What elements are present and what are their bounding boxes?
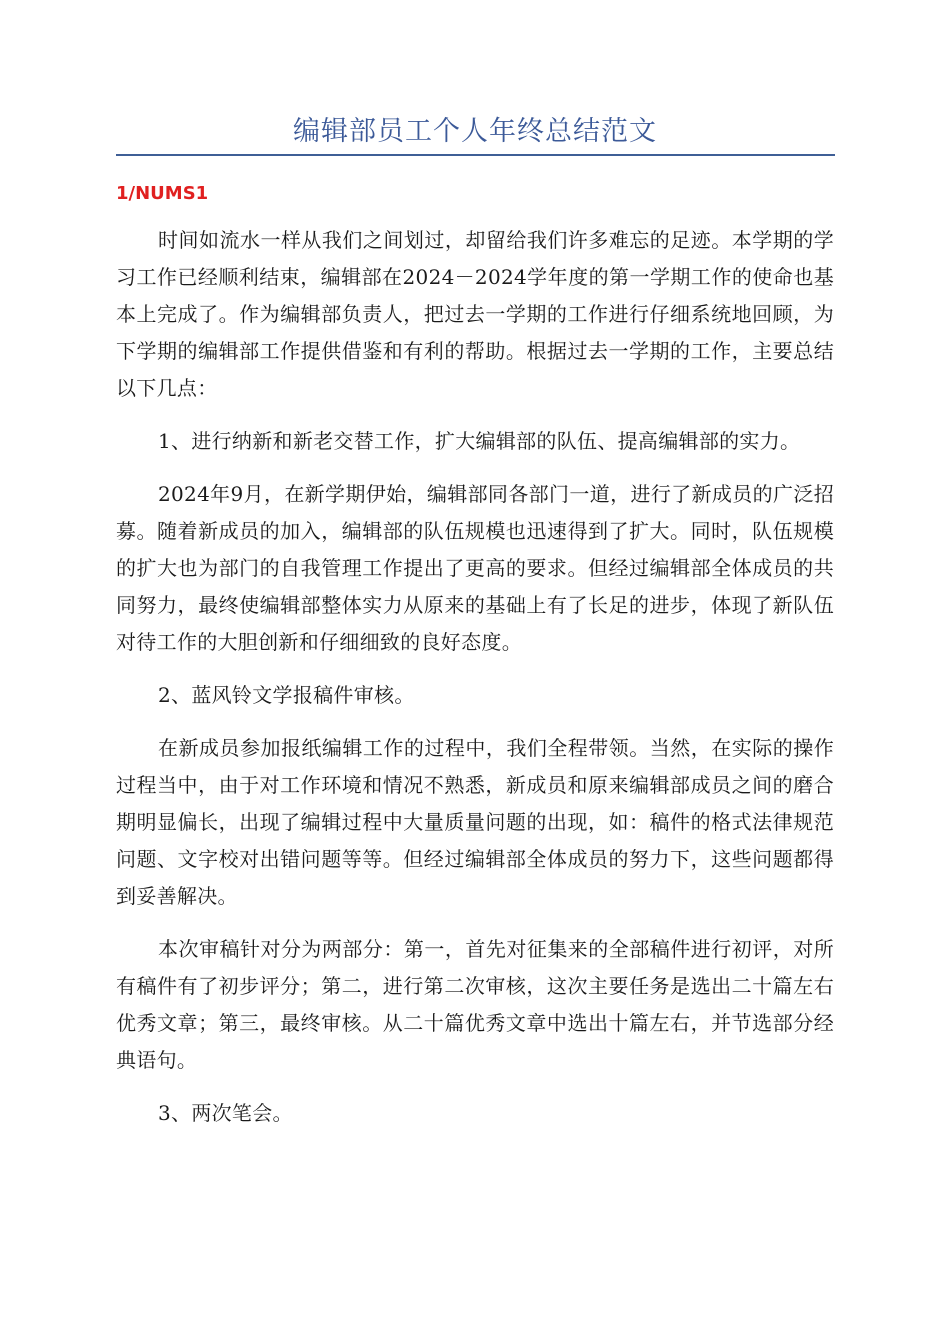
paragraph-recruitment: 2024年9月，在新学期伊始，编辑部同各部门一道，进行了新成员的广泛招募。随着新成员的加入，编辑部的队伍规模也迅速得到了扩大。同时，队伍规模的扩大也为部门的自我管理工作提出了更高的要求。但经过编辑部全体成员的共同努力，最终使编辑部整体实力从原来的基础上有了长足的进步，体现了新队伍对待工作的大胆创新和仔细细致的良好态度。 xyxy=(116,482,834,654)
section-heading-2: 2、蓝风铃文学报稿件审核。 xyxy=(158,683,415,707)
paragraph-editing-process: 在新成员参加报纸编辑工作的过程中，我们全程带领。当然，在实际的操作过程当中，由于对工作环境和情况不熟悉，新成员和原来编辑部成员之间的磨合期明显偏长，出现了编辑过程中大量质量问题的出现，如：稿件的格式法律规范问题、文字校对出错问题等等。但经过编辑部全体成员的努力下，这些问题都得到妥善解决。 xyxy=(116,736,834,908)
section-heading-1: 1、进行纳新和新老交替工作，扩大编辑部的队伍、提高编辑部的实力。 xyxy=(158,429,801,453)
paragraph-review-stages: 本次审稿针对分为两部分：第一，首先对征集来的全部稿件进行初评，对所有稿件有了初步评分；第二，进行第二次审核，这次主要任务是选出二十篇左右优秀文章；第三，最终审核。从二十篇优秀文章中选出十篇左右，并节选部分经典语句。 xyxy=(116,937,834,1072)
document-title: 编辑部员工个人年终总结范文 xyxy=(293,116,657,147)
document-body xyxy=(116,222,834,1148)
page-counter: 1/NUMS1 xyxy=(116,183,209,204)
section-heading-3: 3、两次笔会。 xyxy=(158,1101,293,1125)
paragraph-intro: 时间如流水一样从我们之间划过，却留给我们许多难忘的足迹。本学期的学习工作已经顺利结束，编辑部在2024－2024学年度的第一学期工作的使命也基本上完成了。作为编辑部负责人，把过去一学期的工作进行仔细系统地回顾，为下学期的编辑部工作提供借鉴和有利的帮助。根据过去一学期的工作，主要总结以下几点： xyxy=(116,228,834,400)
title-underline xyxy=(116,154,835,156)
